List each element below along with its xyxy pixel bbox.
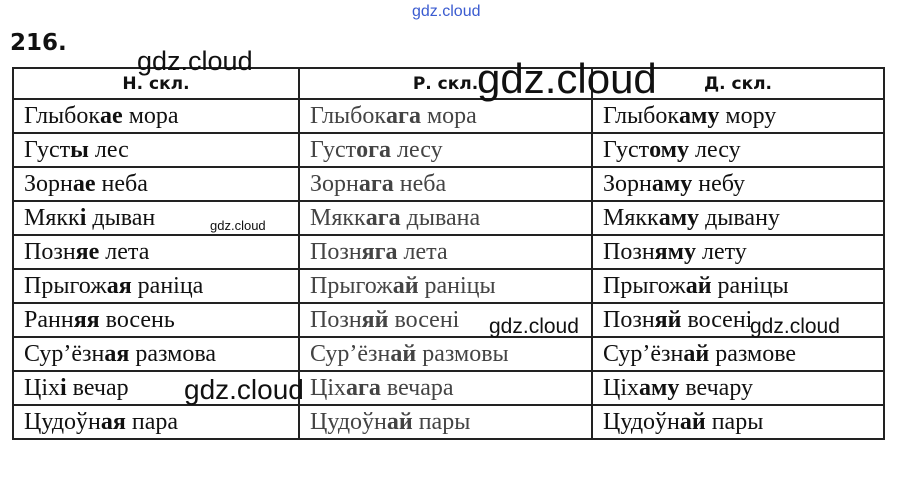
word-stem: Прыгож (310, 273, 393, 299)
header-dative: Д. скл. (592, 68, 884, 99)
noun-word: пары (412, 409, 471, 435)
cell-nominative (13, 167, 299, 201)
noun-word: раніцы (711, 273, 789, 299)
table-body (13, 99, 884, 439)
noun-word: восень (99, 307, 175, 333)
noun-word: вечару (679, 375, 754, 401)
word-stem: Глыбок (310, 103, 387, 129)
cell-dative (592, 133, 884, 167)
noun-word: лета (397, 239, 448, 265)
word-stem: Позн (310, 239, 362, 265)
word-ending: яга (361, 239, 398, 265)
cell-nominative (13, 269, 299, 303)
word-ending: яму (654, 239, 696, 265)
cell-nominative (13, 133, 299, 167)
noun-word: лесу (391, 137, 443, 163)
noun-word: лесу (689, 137, 741, 163)
table-row (13, 405, 884, 439)
cell-genitive (299, 405, 592, 439)
word-stem: Ціх (603, 375, 639, 401)
noun-word: дыван (86, 205, 156, 231)
watermark: gdz.cloud (184, 374, 304, 405)
word-ending: ому (649, 137, 689, 163)
watermark: gdz.cloud (137, 46, 253, 76)
noun-word: раніца (131, 273, 204, 299)
word-ending: аму (639, 375, 680, 401)
noun-word: раніцы (418, 273, 496, 299)
word-ending: ае (72, 171, 96, 197)
cell-dative (592, 405, 884, 439)
word-stem: Ціх (24, 375, 60, 401)
exercise-number: 216. (10, 30, 67, 56)
watermark: gdz.cloud (477, 55, 657, 102)
word-ending: ы (70, 137, 89, 163)
word-ending: і (79, 205, 87, 231)
word-stem: Густ (24, 137, 71, 163)
cell-genitive (299, 371, 592, 405)
word-stem: Зорн (24, 171, 73, 197)
cell-genitive (299, 337, 592, 371)
word-ending: ая (104, 341, 130, 367)
noun-word: вечара (380, 375, 454, 401)
cell-nominative (13, 235, 299, 269)
word-ending: ай (390, 341, 417, 367)
word-ending: ае (100, 103, 123, 129)
cell-genitive (299, 99, 592, 133)
word-stem: Цудоўн (24, 409, 101, 435)
table-row (13, 235, 884, 269)
word-ending: ай (679, 409, 706, 435)
table-row (13, 167, 884, 201)
cell-genitive (299, 269, 592, 303)
word-ending: ага (386, 103, 421, 129)
cell-nominative (13, 405, 299, 439)
cell-nominative (13, 337, 299, 371)
noun-word: лес (88, 137, 129, 163)
word-ending: і (60, 375, 67, 401)
word-ending: ай (386, 409, 413, 435)
cell-dative (592, 99, 884, 133)
cell-nominative (13, 303, 299, 337)
watermark: gdz.cloud (210, 218, 266, 233)
cell-genitive (299, 133, 592, 167)
word-ending: ай (685, 273, 712, 299)
word-stem: Ранн (24, 307, 74, 333)
word-ending: ога (356, 137, 392, 163)
word-ending: яе (75, 239, 100, 265)
word-stem: Зорн (603, 171, 652, 197)
word-stem: Прыгож (603, 273, 686, 299)
word-ending: ага (365, 205, 401, 231)
word-ending: ая (100, 409, 126, 435)
word-stem: Глыбок (24, 103, 101, 129)
word-stem: Сур’ёзн (603, 341, 684, 367)
table-row (13, 337, 884, 371)
noun-word: лету (696, 239, 747, 265)
cell-dative (592, 201, 884, 235)
word-stem: Позн (310, 307, 362, 333)
word-stem: Прыгож (24, 273, 107, 299)
cell-dative (592, 167, 884, 201)
word-stem: Мякк (24, 205, 80, 231)
watermark: gdz.cloud (489, 315, 579, 338)
word-stem: Цудоўн (603, 409, 680, 435)
noun-word: размове (709, 341, 797, 367)
word-ending: аму (658, 205, 700, 231)
noun-word: вечар (66, 375, 129, 401)
word-stem: Густ (310, 137, 357, 163)
watermark: gdz.cloud (750, 315, 840, 338)
noun-word: дывану (699, 205, 780, 231)
word-stem: Густ (603, 137, 650, 163)
word-stem: Цудоўн (310, 409, 387, 435)
word-stem: Мякк (310, 205, 366, 231)
word-stem: Мякк (603, 205, 659, 231)
noun-word: мора (420, 103, 477, 129)
word-ending: ай (683, 341, 710, 367)
cell-genitive (299, 167, 592, 201)
noun-word: дывана (400, 205, 481, 231)
table-row (13, 99, 884, 133)
header-nominative: Н. скл. (13, 68, 299, 99)
word-ending: ая (106, 273, 132, 299)
word-stem: Ціх (310, 375, 346, 401)
word-stem: Сур’ёзн (310, 341, 391, 367)
noun-word: восені (388, 307, 460, 333)
word-ending: ай (392, 273, 419, 299)
cell-nominative (13, 99, 299, 133)
cell-genitive (299, 235, 592, 269)
word-ending: ага (358, 171, 394, 197)
word-stem: Зорн (310, 171, 359, 197)
noun-word: размова (129, 341, 217, 367)
cell-dative (592, 371, 884, 405)
noun-word: мору (719, 103, 777, 129)
noun-word: лета (99, 239, 150, 265)
word-ending: яй (654, 307, 682, 333)
header-genitive: Р. скл. (299, 68, 592, 99)
table-row (13, 371, 884, 405)
word-stem: Позн (603, 239, 655, 265)
noun-word: восені (681, 307, 753, 333)
declension-table (12, 67, 885, 440)
table-row (13, 201, 884, 235)
word-stem: Позн (603, 307, 655, 333)
watermark-top: gdz.cloud (412, 3, 481, 20)
word-stem: Позн (24, 239, 76, 265)
noun-word: неба (95, 171, 148, 197)
word-stem: Сур’ёзн (24, 341, 105, 367)
word-ending: яй (361, 307, 389, 333)
cell-dative (592, 337, 884, 371)
table-row (13, 133, 884, 167)
cell-genitive (299, 201, 592, 235)
word-ending: яя (73, 307, 100, 333)
word-ending: аму (679, 103, 720, 129)
word-ending: аму (651, 171, 693, 197)
noun-word: неба (393, 171, 447, 197)
noun-word: пары (705, 409, 764, 435)
word-ending: ага (346, 375, 381, 401)
noun-word: размовы (416, 341, 509, 367)
noun-word: мора (122, 103, 179, 129)
table-row (13, 269, 884, 303)
cell-dative (592, 269, 884, 303)
noun-word: небу (692, 171, 746, 197)
word-stem: Глыбок (603, 103, 680, 129)
cell-dative (592, 303, 884, 337)
cell-dative (592, 235, 884, 269)
noun-word: пара (125, 409, 179, 435)
